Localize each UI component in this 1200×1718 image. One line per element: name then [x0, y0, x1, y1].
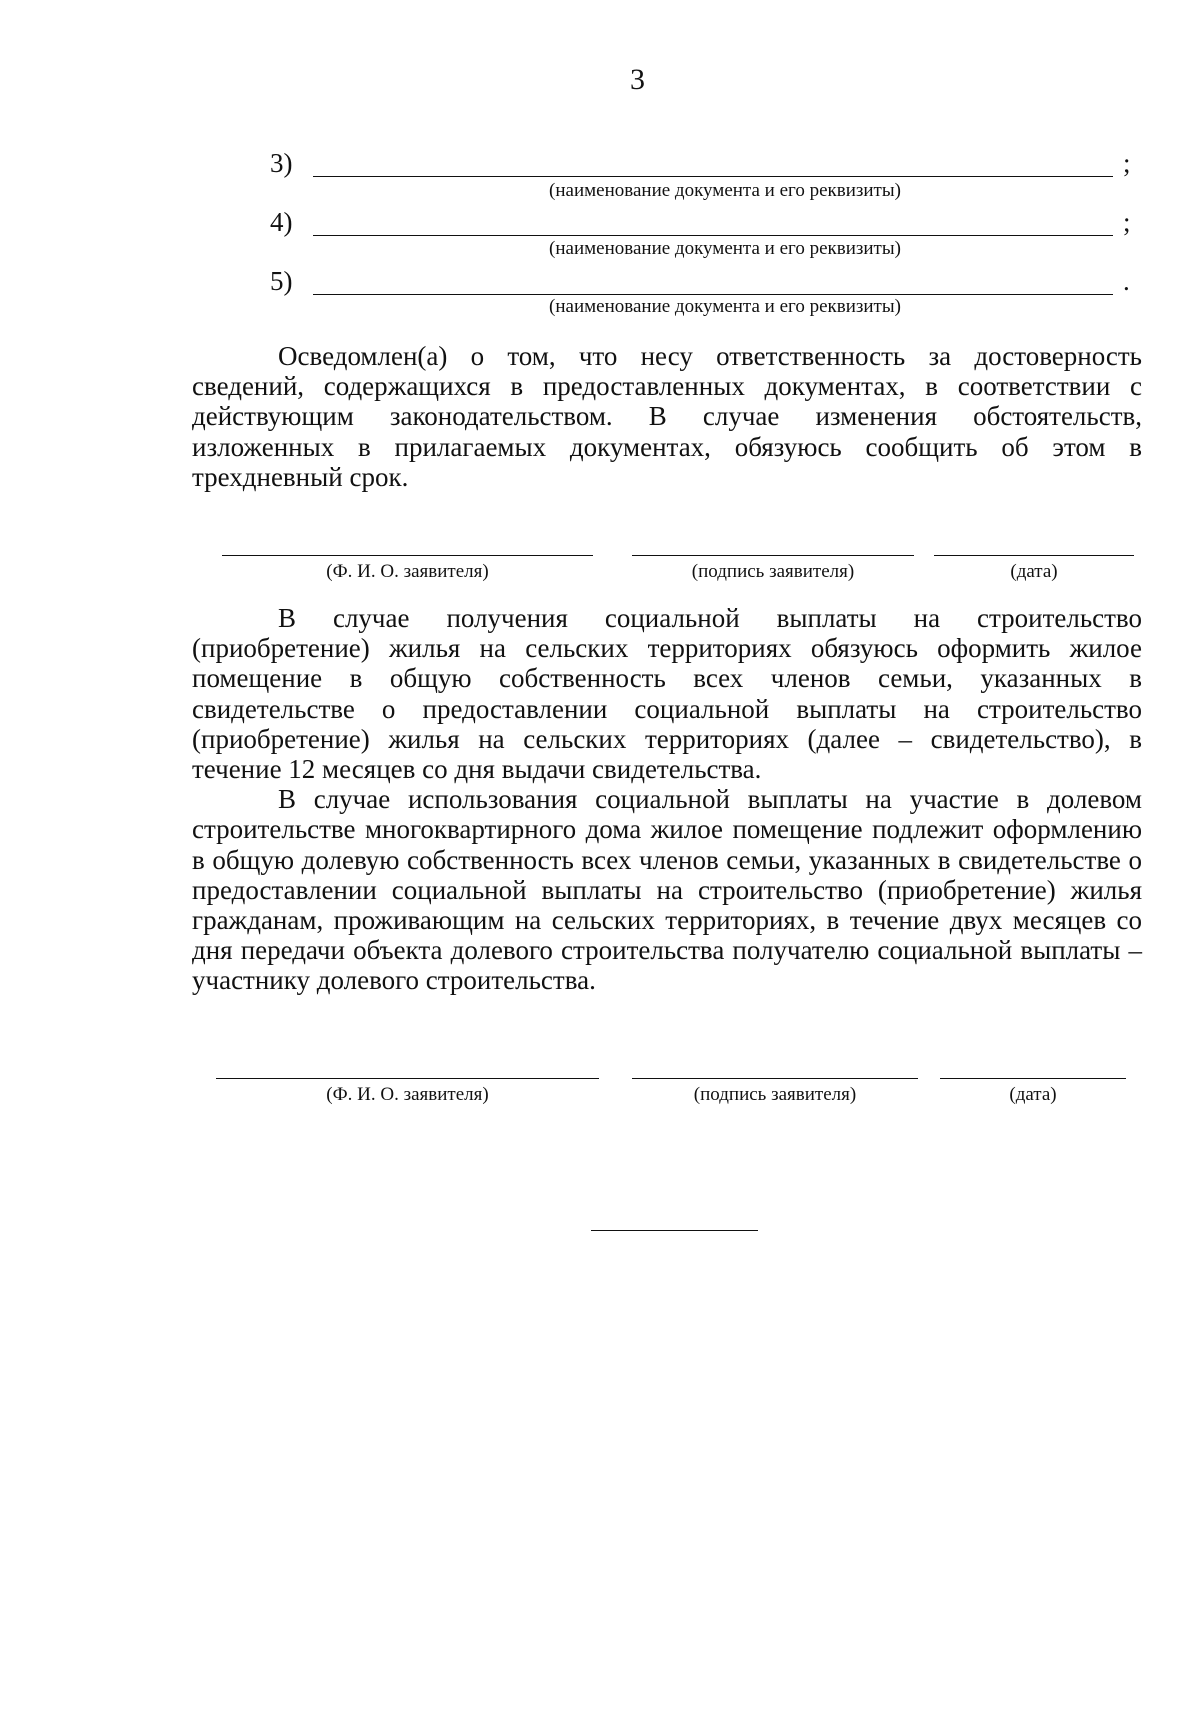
applicant-name-field[interactable] [216, 1078, 599, 1079]
applicant-signature-field[interactable] [632, 1078, 918, 1079]
date-caption: (дата) [1010, 561, 1058, 582]
document-entry-number: 5) [270, 266, 293, 296]
applicant-name-field[interactable] [222, 555, 593, 556]
document-entry-caption: (наименование документа и его реквизиты) [549, 238, 901, 259]
document-entry-terminator: ; [1123, 207, 1131, 237]
document-entry-caption: (наименование документа и его реквизиты) [549, 296, 901, 317]
notice-paragraph [192, 341, 1142, 492]
applicant-name-caption: (Ф. И. О. заявителя) [326, 561, 489, 582]
date-field[interactable] [940, 1078, 1126, 1079]
applicant-signature-caption: (подпись заявителя) [693, 1084, 857, 1105]
page-number: 3 [630, 63, 645, 96]
applicant-signature-caption: (подпись заявителя) [691, 561, 855, 582]
document-entry-number: 3) [270, 148, 293, 178]
obligation-paragraph-shared-construction: В случае использования социальной выплаты на участие в долевом строительстве многоквартирного дома жилое помещение подлежит оформлению в общую долевую собственность всех членов семьи, указанных в свидетельстве о предоставлении социальной выплаты на строительство (приобретение) жилья гражданам, проживающим на сельских территориях, в течение двух месяцев со дня передачи объекта долевого строительства получателю социальной выплаты – участнику долевого строительства. [192, 784, 1142, 996]
obligations-section [192, 603, 1142, 996]
end-of-document-rule [591, 1230, 758, 1231]
date-field[interactable] [934, 555, 1134, 556]
signature-block-2 [0, 1078, 1200, 1118]
document-entry-terminator: . [1123, 266, 1130, 296]
document-entry-terminator: ; [1123, 148, 1131, 178]
signature-block-1 [0, 555, 1200, 595]
document-entry-caption: (наименование документа и его реквизиты) [549, 180, 901, 201]
document-entry-blank-field[interactable] [313, 176, 1113, 177]
notice-text: Осведомлен(а) о том, что несу ответственность за достоверность сведений, содержащихся в предоставленных документах, в соответствии с действующим законодательством. В случае изменения обстоятельств, изложенных в прилагаемых документах, обязуюсь сообщить об этом в трехдневный срок. [192, 341, 1142, 492]
document-entry-blank-field[interactable] [313, 294, 1113, 295]
document-entry-number: 4) [270, 207, 293, 237]
document-entry-blank-field[interactable] [313, 235, 1113, 236]
obligation-paragraph-ownership: В случае получения социальной выплаты на строительство (приобретение) жилья на сельских территориях обязуюсь оформить жилое помещение в общую собственность всех членов семьи, указанных в свидетельстве о предоставлении социальной выплаты на строительство (приобретение) жилья на сельских территориях (далее – свидетельство), в течение 12 месяцев со дня выдачи свидетельства. [192, 603, 1142, 785]
applicant-signature-field[interactable] [632, 555, 914, 556]
applicant-name-caption: (Ф. И. О. заявителя) [326, 1084, 489, 1105]
date-caption: (дата) [1009, 1084, 1057, 1105]
